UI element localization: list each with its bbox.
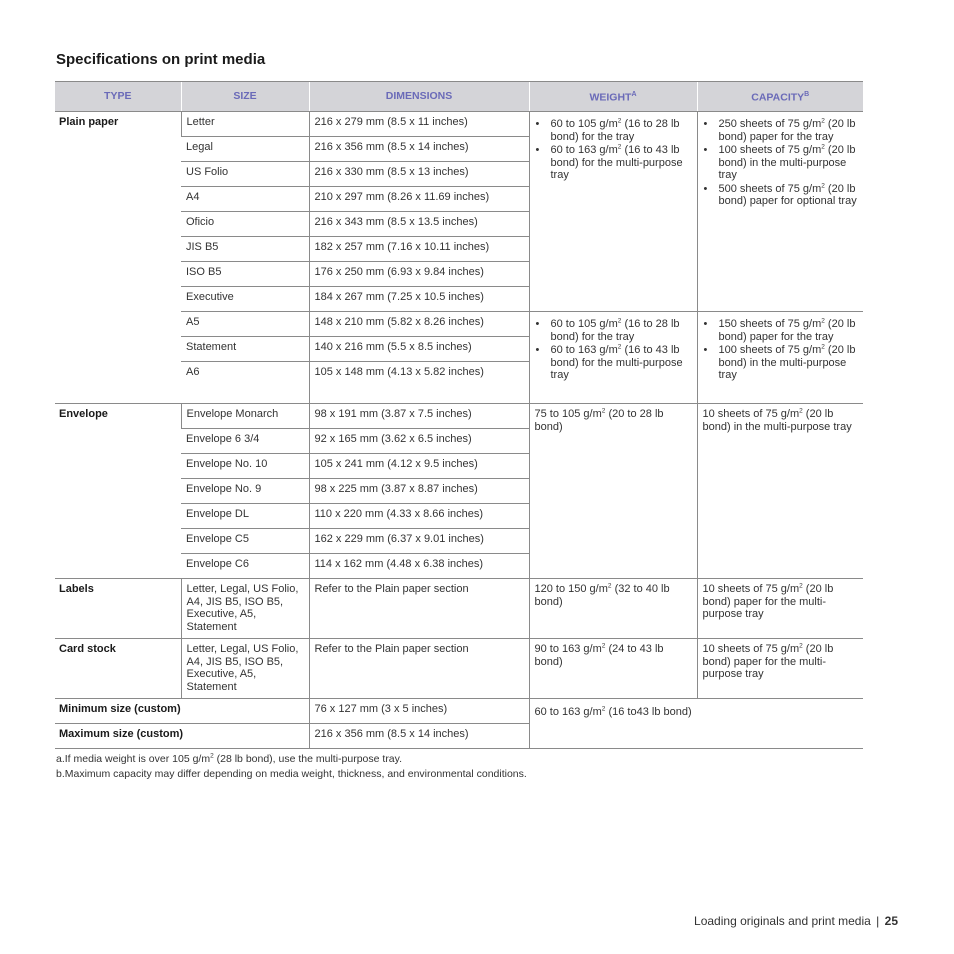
page-title: Specifications on print media bbox=[56, 51, 266, 68]
list-item: • 500 sheets of 75 $g/m^2$ (20 lb bond) paper for optional tray bbox=[703, 183, 859, 208]
capacity-cell-plain-2 bbox=[697, 312, 863, 404]
list-item: • 150 sheets of 75 $g/m^2$ (20 lb bond) paper for the tray bbox=[703, 318, 859, 343]
dimensions-cell: 210 x 297 mm (8.26 x 11.69 inches) bbox=[309, 187, 529, 212]
capacity-cell-card-stock: 10 sheets of 75 $g/m^2$ (20 lb bond) paper for the multi-purpose tray bbox=[697, 639, 863, 699]
capacity-cell-envelope: 10 sheets of 75 $g/m^2$ (20 lb bond) in the multi-purpose tray bbox=[697, 404, 863, 579]
size-cell: Envelope 6 3/4 bbox=[181, 429, 309, 454]
footnote-b: b.Maximum capacity may differ depending on media weight, thickness, and environmental conditions. bbox=[56, 768, 527, 780]
list-item: • 60 to 105 $g/m^2$ (16 to 28 lb bond) for the tray bbox=[535, 318, 692, 343]
dimensions-cell: 110 x 220 mm (4.33 x 8.66 inches) bbox=[309, 504, 529, 529]
size-cell: JIS B5 bbox=[181, 237, 309, 262]
size-cell: Oficio bbox=[181, 212, 309, 237]
footer-section-title: Loading originals and print media bbox=[694, 914, 871, 928]
capacity-cell-plain-1 bbox=[697, 112, 863, 312]
table-row bbox=[55, 404, 863, 429]
footnote-ref-b: B bbox=[804, 91, 810, 98]
list-item: • 100 sheets of 75 $g/m^2$ (20 lb bond) in the multi-purpose tray bbox=[703, 344, 859, 382]
dimensions-cell: 140 x 216 mm (5.5 x 8.5 inches) bbox=[309, 337, 529, 362]
table-row bbox=[55, 699, 863, 724]
footnotes bbox=[56, 752, 527, 782]
footer-separator: | bbox=[876, 914, 880, 928]
dimensions-cell: 176 x 250 mm (6.93 x 9.84 inches) bbox=[309, 262, 529, 287]
size-cell: Letter, Legal, US Folio, A4, JIS B5, ISO B5, Executive, A5, Statement bbox=[181, 579, 309, 639]
minimum-size-label: Minimum size (custom) bbox=[55, 699, 309, 724]
list-item: • 60 to 163 $g/m^2$ (16 to 43 lb bond) for the multi-purpose tray bbox=[535, 344, 692, 382]
dimensions-cell: 105 x 148 mm (4.13 x 5.82 inches) bbox=[309, 362, 529, 404]
list-item: • 60 to 105 $g/m^2$ (16 to 28 lb bond) for the tray bbox=[535, 118, 692, 143]
weight-cell-card-stock: 90 to 163 $g/m^2$ (24 to 43 lb bond) bbox=[529, 639, 697, 699]
dimensions-cell: 105 x 241 mm (4.12 x 9.5 inches) bbox=[309, 454, 529, 479]
weight-cell-plain-1 bbox=[529, 112, 697, 312]
footnote-a: a.If media weight is over 105 $g/m^2$ (28 lb bond), use the multi-purpose tray. bbox=[56, 752, 403, 765]
dimensions-cell: 162 x 229 mm (6.37 x 9.01 inches) bbox=[309, 529, 529, 554]
table-row bbox=[55, 639, 863, 699]
type-envelope: Envelope bbox=[55, 404, 181, 579]
dimensions-cell: 98 x 225 mm (3.87 x 8.87 inches) bbox=[309, 479, 529, 504]
dimensions-cell: 216 x 330 mm (8.5 x 13 inches) bbox=[309, 162, 529, 187]
size-cell: Statement bbox=[181, 337, 309, 362]
list-item: • 60 to 163 $g/m^2$ (16 to 43 lb bond) for the multi-purpose tray bbox=[535, 144, 692, 182]
dimensions-cell: 216 x 356 mm (8.5 x 14 inches) bbox=[309, 137, 529, 162]
list-item: • 250 sheets of 75 $g/m^2$ (20 lb bond) paper for the tray bbox=[703, 118, 859, 143]
header-capacity: $CAPACITY^B$ bbox=[697, 82, 863, 112]
size-cell: Letter, Legal, US Folio, A4, JIS B5, ISO B5, Executive, A5, Statement bbox=[181, 639, 309, 699]
header-type: TYPE bbox=[55, 82, 181, 112]
dimensions-cell: Refer to the Plain paper section bbox=[309, 579, 529, 639]
dimensions-cell: 98 x 191 mm (3.87 x 7.5 inches) bbox=[309, 404, 529, 429]
table-row bbox=[55, 112, 863, 137]
size-cell: A5 bbox=[181, 312, 309, 337]
weight-cell-envelope: 75 to 105 $g/m^2$ (20 to 28 lb bond) bbox=[529, 404, 697, 579]
header-size: SIZE bbox=[181, 82, 309, 112]
size-cell: Envelope C6 bbox=[181, 554, 309, 579]
dimensions-cell: 216 x 279 mm (8.5 x 11 inches) bbox=[309, 112, 529, 137]
capacity-cell-labels: 10 sheets of 75 $g/m^2$ (20 lb bond) paper for the multi-purpose tray bbox=[697, 579, 863, 639]
size-cell: A4 bbox=[181, 187, 309, 212]
size-cell: Legal bbox=[181, 137, 309, 162]
type-card-stock: Card stock bbox=[55, 639, 181, 699]
size-cell: Envelope C5 bbox=[181, 529, 309, 554]
type-labels: Labels bbox=[55, 579, 181, 639]
dimensions-cell: 216 x 343 mm (8.5 x 13.5 inches) bbox=[309, 212, 529, 237]
dimensions-cell: 148 x 210 mm (5.82 x 8.26 inches) bbox=[309, 312, 529, 337]
dimensions-cell: 182 x 257 mm (7.16 x 10.11 inches) bbox=[309, 237, 529, 262]
page-footer bbox=[694, 914, 898, 928]
size-cell: Envelope No. 10 bbox=[181, 454, 309, 479]
dimensions-cell: Refer to the Plain paper section bbox=[309, 639, 529, 699]
weight-cell-custom: 60 to 163 $g/m^2$ (16 to43 lb bond) bbox=[529, 699, 863, 749]
media-spec-table bbox=[55, 81, 863, 749]
header-dimensions: DIMENSIONS bbox=[309, 82, 529, 112]
size-cell: A6 bbox=[181, 362, 309, 404]
table-header-row bbox=[55, 82, 863, 112]
list-item: • 100 sheets of 75 $g/m^2$ (20 lb bond) in the multi-purpose tray bbox=[703, 144, 859, 182]
page-number: 25 bbox=[884, 914, 898, 928]
dimensions-cell: 92 x 165 mm (3.62 x 6.5 inches) bbox=[309, 429, 529, 454]
dimensions-cell: 114 x 162 mm (4.48 x 6.38 inches) bbox=[309, 554, 529, 579]
size-cell: US Folio bbox=[181, 162, 309, 187]
size-cell: Envelope DL bbox=[181, 504, 309, 529]
size-cell: ISO B5 bbox=[181, 262, 309, 287]
header-weight: $WEIGHT^A$ bbox=[529, 82, 697, 112]
size-cell: Envelope Monarch bbox=[181, 404, 309, 429]
dimensions-cell: 76 x 127 mm (3 x 5 inches) bbox=[309, 699, 529, 724]
size-cell: Letter bbox=[181, 112, 309, 137]
weight-cell-labels: 120 to 150 $g/m^2$ (32 to 40 lb bond) bbox=[529, 579, 697, 639]
dimensions-cell: 184 x 267 mm (7.25 x 10.5 inches) bbox=[309, 287, 529, 312]
dimensions-cell: 216 x 356 mm (8.5 x 14 inches) bbox=[309, 724, 529, 749]
maximum-size-label: Maximum size (custom) bbox=[55, 724, 309, 749]
type-plain-paper: Plain paper bbox=[55, 112, 181, 404]
footnote-ref-a: A bbox=[631, 91, 637, 98]
size-cell: Executive bbox=[181, 287, 309, 312]
table-row bbox=[55, 579, 863, 639]
weight-cell-plain-2 bbox=[529, 312, 697, 404]
size-cell: Envelope No. 9 bbox=[181, 479, 309, 504]
